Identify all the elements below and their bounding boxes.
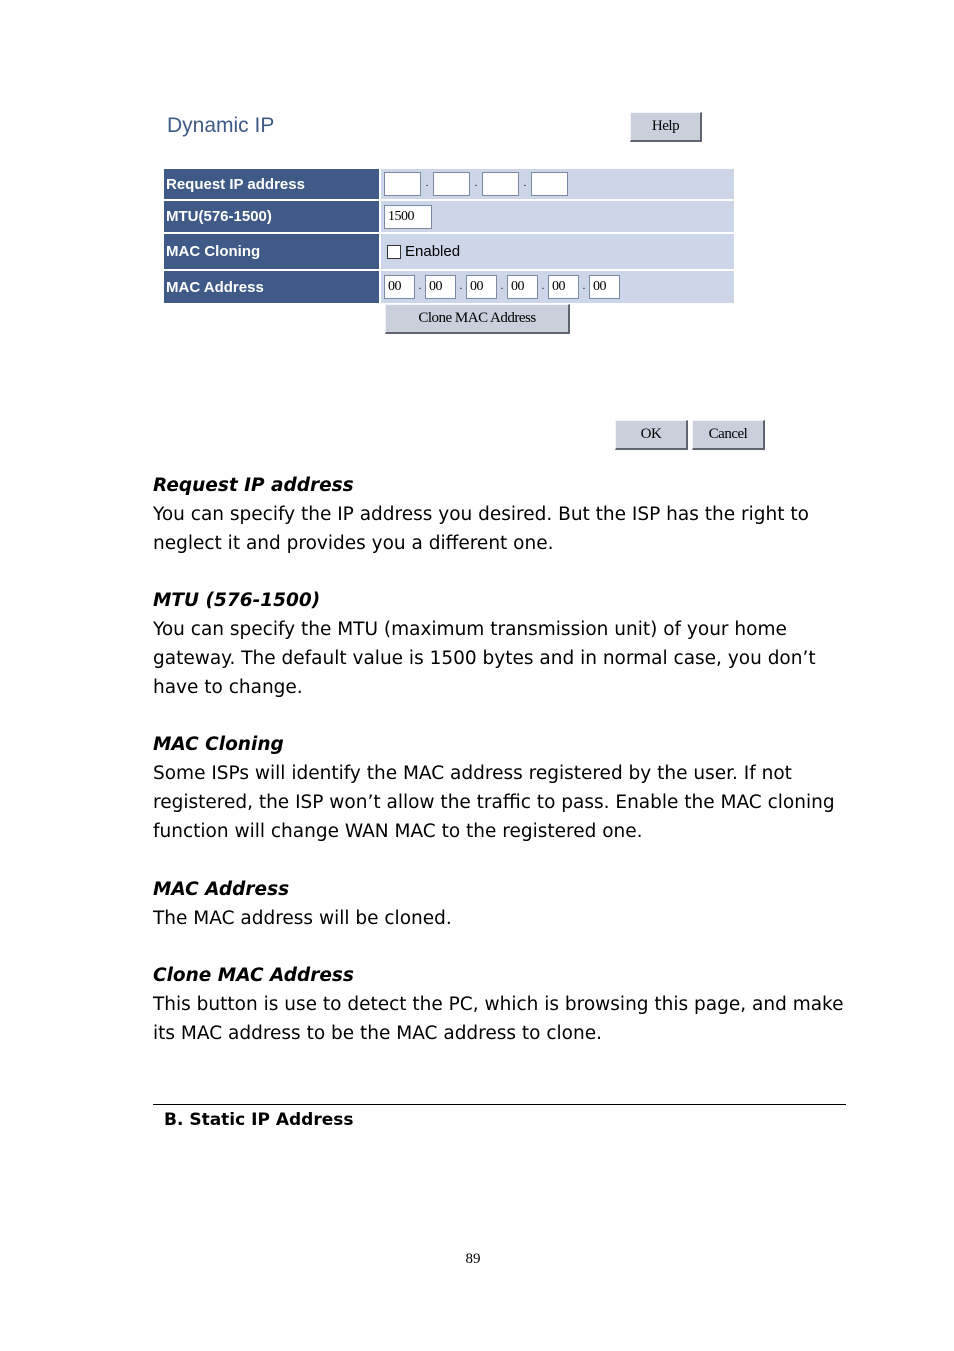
- request-ip-octet-3[interactable]: [482, 172, 519, 196]
- next-section-heading: B. Static IP Address: [164, 1110, 354, 1130]
- section-heading: MAC Cloning: [153, 734, 284, 755]
- mac-cloning-field: [381, 234, 734, 269]
- section-body: You can specify the IP address you desired. But the ISP has the right to neglect it and provides you a different one.: [153, 504, 809, 554]
- mac-octet-2[interactable]: 00: [425, 275, 456, 299]
- section-clone-mac: [153, 961, 865, 1048]
- mac-separator: .: [500, 281, 504, 292]
- mac-separator: .: [541, 281, 545, 292]
- section-body: This button is use to detect the PC, which is browsing this page, and make its MAC address to be the MAC address to clone.: [153, 994, 844, 1044]
- mac-cloning-checkbox[interactable]: [387, 245, 401, 259]
- request-ip-octet-2[interactable]: [433, 172, 470, 196]
- mac-octet-1[interactable]: 00: [384, 275, 415, 299]
- dynamic-ip-form: [164, 169, 734, 303]
- panel-title: Dynamic IP: [167, 114, 275, 137]
- form-row-request-ip: [164, 169, 734, 201]
- request-ip-octet-4[interactable]: [531, 172, 568, 196]
- ip-dot: .: [425, 178, 429, 189]
- request-ip-fields: [381, 169, 734, 199]
- mac-octet-4[interactable]: 00: [507, 275, 538, 299]
- mac-address-label: MAC Address: [164, 271, 381, 303]
- mac-separator: .: [582, 281, 586, 292]
- ip-dot: .: [523, 178, 527, 189]
- clone-mac-button[interactable]: Clone MAC Address: [385, 304, 570, 334]
- mac-octet-6[interactable]: 00: [589, 275, 620, 299]
- mac-cloning-label: MAC Cloning: [164, 234, 381, 269]
- section-mac-cloning: [153, 730, 865, 846]
- mac-cloning-checkbox-label: Enabled: [405, 243, 461, 260]
- form-row-mtu: [164, 201, 734, 234]
- mac-separator: .: [459, 281, 463, 292]
- mtu-field-wrap: [381, 201, 734, 232]
- section-heading: Clone MAC Address: [153, 965, 354, 986]
- form-row-mac-cloning: [164, 234, 734, 271]
- ip-dot: .: [474, 178, 478, 189]
- mtu-label: MTU(576-1500): [164, 201, 381, 232]
- mac-address-fields: [381, 271, 734, 303]
- section-body: The MAC address will be cloned.: [153, 908, 452, 929]
- mac-octet-3[interactable]: 00: [466, 275, 497, 299]
- mac-octet-5[interactable]: 00: [548, 275, 579, 299]
- ok-button[interactable]: OK: [615, 420, 688, 450]
- mtu-input[interactable]: 1500: [384, 205, 432, 229]
- form-row-mac-address: [164, 271, 734, 303]
- section-heading: Request IP address: [153, 475, 354, 496]
- divider: [153, 1104, 846, 1105]
- mac-separator: .: [418, 281, 422, 292]
- help-button[interactable]: Help: [630, 112, 702, 142]
- request-ip-label: Request IP address: [164, 169, 381, 199]
- request-ip-octet-1[interactable]: [384, 172, 421, 196]
- section-heading: MAC Address: [153, 879, 290, 900]
- page-number: 89: [465, 1251, 481, 1267]
- section-mtu: [153, 586, 865, 702]
- section-heading: MTU (576-1500): [153, 590, 321, 611]
- section-request-ip: [153, 471, 865, 558]
- section-body: You can specify the MTU (maximum transmission unit) of your home gateway. The default value is 1500 bytes and in normal case, you don’t have to change.: [153, 619, 816, 698]
- section-body: Some ISPs will identify the MAC address registered by the user. If not registered, the ISP won’t allow the traffic to pass. Enable the MAC cloning function will change WAN MAC to the registered one.: [153, 763, 835, 842]
- section-mac-address: [153, 875, 865, 933]
- cancel-button[interactable]: Cancel: [692, 420, 765, 450]
